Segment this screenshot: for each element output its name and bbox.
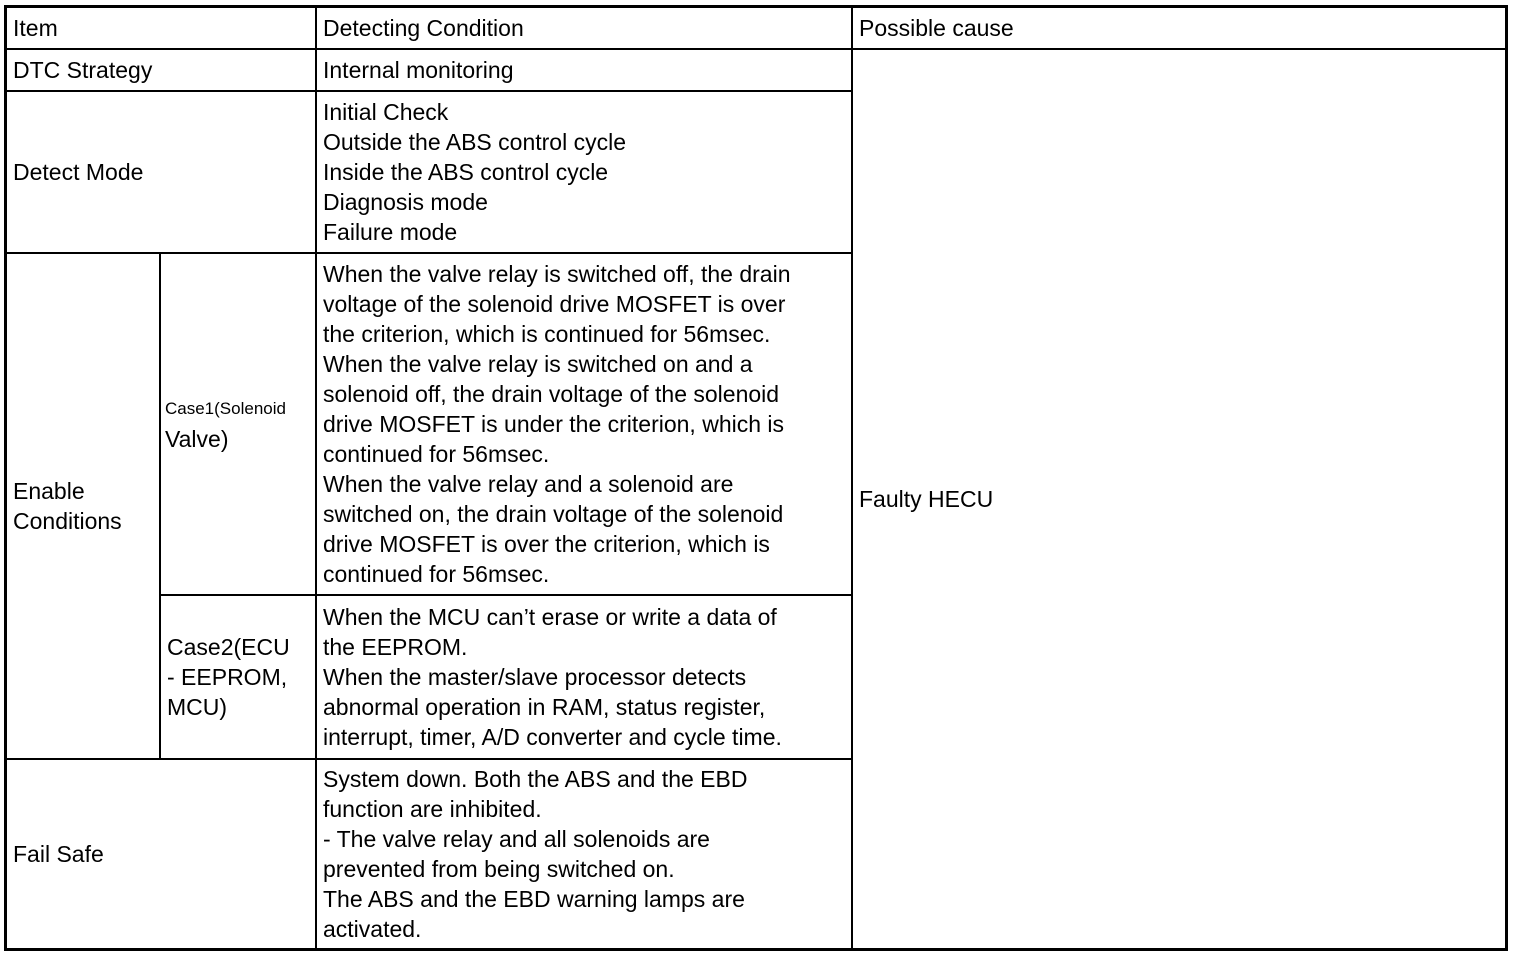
dtc-strategy-condition-cell — [317, 50, 851, 90]
case1-condition-line: When the valve relay and a solenoid are — [323, 471, 734, 497]
case1-label: Valve) — [165, 426, 229, 452]
detect-mode-condition: Initial Check — [323, 99, 449, 125]
column-divider — [159, 252, 161, 760]
detect-mode-label-cell — [7, 92, 315, 252]
column-divider — [315, 8, 317, 948]
enable-conditions-label-cell — [7, 254, 159, 758]
case2-label: - EEPROM, — [167, 664, 288, 690]
detect-mode-label: Detect Mode — [13, 159, 144, 185]
fail-safe-condition-line: function are inhibited. — [323, 796, 542, 822]
fail-safe-condition-line: System down. Both the ABS and the EBD — [323, 766, 748, 792]
case2-condition-line: When the MCU can’t erase or write a data of — [323, 604, 777, 630]
fail-safe-label: Fail Safe — [13, 841, 104, 867]
header-detecting-condition-label: Detecting Condition — [323, 15, 524, 41]
case2-condition-line: the EEPROM. — [323, 634, 468, 660]
case2-condition-line: interrupt, timer, A/D converter and cycle time. — [323, 724, 782, 750]
row-divider — [7, 90, 853, 92]
case2-condition-line: When the master/slave processor detects — [323, 664, 747, 690]
case1-condition-line: voltage of the solenoid drive MOSFET is over — [323, 291, 786, 317]
fail-safe-condition-line: The ABS and the EBD warning lamps are — [323, 886, 745, 912]
header-item-label: Item — [13, 15, 58, 41]
column-divider — [851, 8, 853, 948]
dtc-strategy-label: DTC Strategy — [13, 57, 153, 83]
detect-mode-condition: Inside the ABS control cycle — [323, 159, 609, 185]
case1-condition-line: When the valve relay is switched off, the drain — [323, 261, 791, 287]
case2-condition-line: abnormal operation in RAM, status register, — [323, 694, 766, 720]
fail-safe-conditions-cell — [317, 760, 851, 948]
detect-mode-conditions-cell — [317, 92, 851, 252]
case1-condition-line: solenoid off, the drain voltage of the solenoid — [323, 381, 780, 407]
header-possible-cause-label: Possible cause — [859, 15, 1014, 41]
case2-label: MCU) — [167, 694, 228, 720]
fail-safe-condition-line: prevented from being switched on. — [323, 856, 675, 882]
row-divider — [7, 758, 853, 760]
case1-condition-line: switched on, the drain voltage of the solenoid — [323, 501, 784, 527]
enable-conditions-label: Enable — [13, 478, 85, 504]
header-detecting-condition — [317, 8, 851, 48]
header-item — [7, 8, 315, 48]
detect-mode-condition: Failure mode — [323, 219, 458, 245]
dtc-strategy-condition: Internal monitoring — [323, 57, 514, 83]
row-divider — [7, 252, 853, 254]
enable-conditions-label: Conditions — [13, 508, 122, 534]
case1-condition-line: drive MOSFET is over the criterion, which is — [323, 531, 770, 557]
detect-mode-condition: Outside the ABS control cycle — [323, 129, 626, 155]
fail-safe-condition-line: activated. — [323, 916, 422, 942]
header-possible-cause — [853, 8, 1505, 48]
diagnostic-table — [4, 5, 1508, 951]
case1-condition-line: When the valve relay is switched on and a — [323, 351, 753, 377]
case1-conditions-cell — [317, 254, 851, 594]
case1-condition-line: continued for 56msec. — [323, 441, 550, 467]
case1-condition-line: drive MOSFET is under the criterion, which is — [323, 411, 785, 437]
possible-cause-cell — [853, 50, 1505, 948]
case1-label-cell — [161, 254, 315, 594]
row-divider — [159, 594, 853, 596]
fail-safe-condition-line: - The valve relay and all solenoids are — [323, 826, 710, 852]
fail-safe-label-cell — [7, 760, 315, 948]
possible-cause-value: Faulty HECU — [859, 486, 994, 512]
case1-condition-line: the criterion, which is continued for 56msec. — [323, 321, 771, 347]
case2-conditions-cell — [317, 596, 851, 758]
case2-label: Case2(ECU — [167, 634, 290, 660]
dtc-strategy-label-cell — [7, 50, 315, 90]
detect-mode-condition: Diagnosis mode — [323, 189, 488, 215]
case1-label: Case1(Solenoid — [165, 399, 286, 418]
case2-label-cell — [161, 596, 315, 758]
case1-condition-line: continued for 56msec. — [323, 561, 550, 587]
row-divider — [7, 48, 1505, 50]
